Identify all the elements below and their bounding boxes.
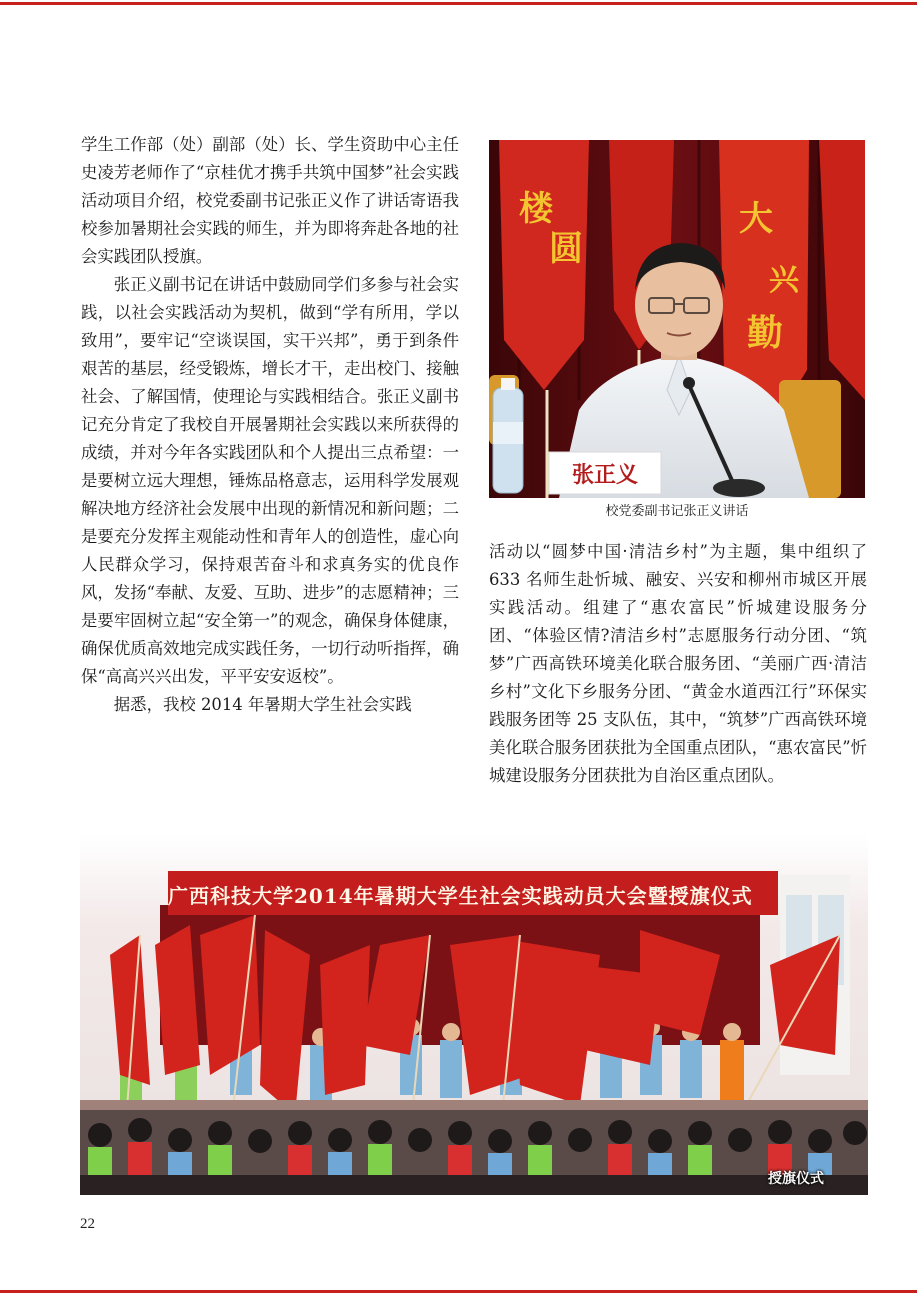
- top-rule: [0, 2, 917, 5]
- svg-text:圆: 圆: [549, 229, 583, 269]
- paragraph: 张正义副书记在讲话中鼓励同学们多参与社会实践，以社会实践活动为契机，做到“学有所用，学以致用”，要牢记“空谈误国，实干兴邦”，勇于到条件艰苦的基层，经受锻炼，增长才干，走出校门、接触社会、了解国情，使理论与实践相结合。张正义副书记充分肯定了我校自开展暑期社会实践以来所获得的成绩，并对今年各实践团队和个人提出三点希望：一是要树立远大理想，锤炼品格意志，运用科学发展观解决地方经济社会发展中出现的新情况和新问题；二是要充分发挥主观能动性和青年人的创造性，虚心向人民群众学习，保持艰苦奋斗和求真务实的优良作风，发扬“奉献、友爱、互助、进步”的志愿精神；三是要牢固树立起“安全第一”的观念，确保身体健康，确保优质高效地完成实践任务，一切行动听指挥，确保“高高兴兴出发，平平安安返校”。: [81, 275, 459, 686]
- bottom-rule: [0, 1290, 917, 1293]
- left-text-column: [81, 131, 459, 719]
- speaker-nameplate: 张正义: [571, 462, 639, 488]
- svg-text:勤: 勤: [747, 312, 784, 354]
- svg-text:楼: 楼: [519, 189, 553, 229]
- speaker-photo-illustration: [489, 140, 865, 498]
- svg-text:兴: 兴: [769, 263, 799, 298]
- speaker-photo-caption: 校党委副书记张正义讲话: [605, 504, 749, 519]
- page-number: 22: [80, 1216, 95, 1232]
- speaker-photo: [489, 140, 865, 498]
- ceremony-photo-caption: 授旗仪式: [768, 1171, 824, 1187]
- svg-text:大: 大: [739, 199, 773, 239]
- right-text-column: [489, 538, 867, 790]
- paragraph: 学生工作部（处）副部（处）长、学生资助中心主任史凌芳老师作了“京桂优才携手共筑中国梦”社会实践活动项目介绍，校党委副书记张正义作了讲话寄语我校参加暑期社会实践的师生，并为即将奔赴各地的社会实践团队授旗。: [81, 135, 459, 266]
- ceremony-banner: 广西科技大学2014年暑期大学生社会实践动员大会暨授旗仪式: [168, 884, 753, 908]
- paragraph: 据悉，我校 2014 年暑期大学生社会实践: [113, 695, 412, 714]
- paragraph: 活动以“圆梦中国·清洁乡村”为主题，集中组织了 633 名师生赴忻城、融安、兴安和柳州市城区开展实践活动。组建了“惠农富民”忻城建设服务分团、“体验区情?清洁乡村”志愿服务行动分团、“筑梦”广西高铁环境美化联合服务团、“美丽广西·清洁乡村”文化下乡服务分团、“黄金水道西江行”环保实践服务团等 25 支队伍，其中，“筑梦”广西高铁环境美化联合服务团获批为全国重点团队，“惠农富民”忻城建设服务分团获批为自治区重点团队。: [489, 542, 867, 785]
